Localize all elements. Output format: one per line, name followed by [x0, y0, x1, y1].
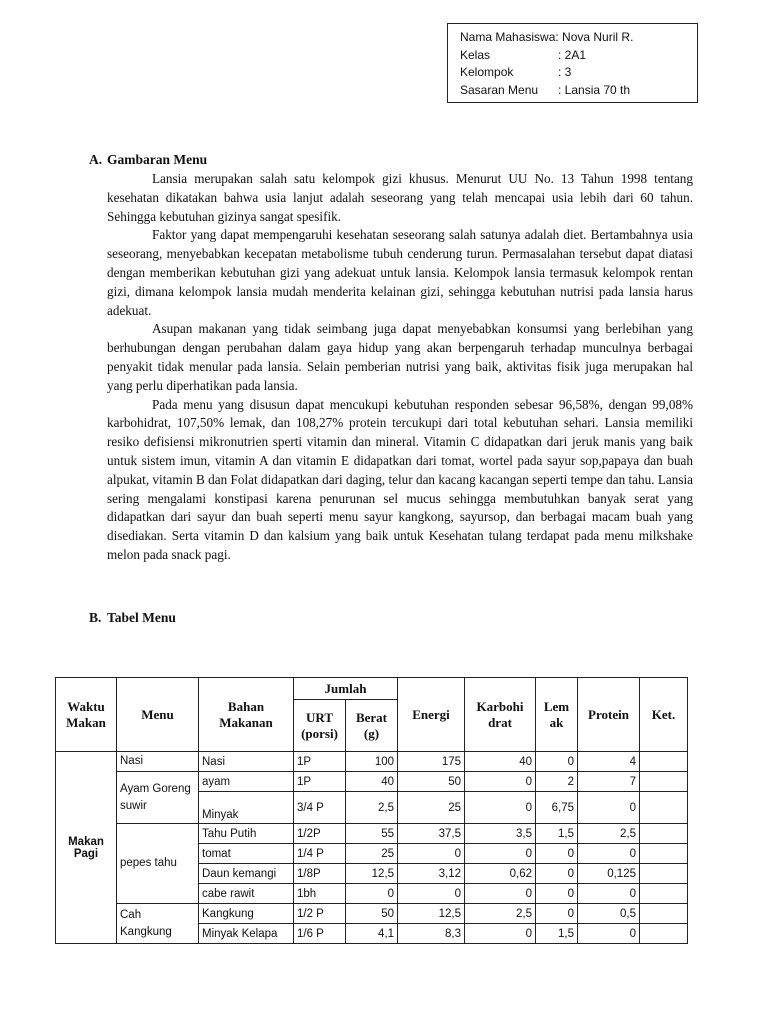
protein-cell: 0 — [578, 924, 640, 944]
header-protein: Protein — [578, 678, 640, 752]
header-menu: Menu — [117, 678, 199, 752]
ket-cell — [640, 824, 688, 844]
urt-cell: 3/4 P — [294, 792, 346, 824]
ket-cell — [640, 884, 688, 904]
urt-cell: 1P — [294, 772, 346, 792]
bahan-cell: Tahu Putih — [199, 824, 294, 844]
ket-cell — [640, 924, 688, 944]
lemak-cell: 1,5 — [536, 824, 578, 844]
paragraph-2: Faktor yang dapat mempengaruhi kesehatan seseorang salah satunya adalah diet. Bertambahnya usia seseorang, menyebabkan kecepatan metabolisme tubuh cenderung turun. Permasalahan tersebut dapat diatasi dengan memberikan kebutuhan gizi yang adekuat untuk lansia. Kelompok lansia termasuk kelompok rentan gizi, dimana kelompok lansia mudah menderita kelainan gizi, sehingga kebutuhan nutrisi pada lansia harus adekuat. — [107, 227, 693, 318]
protein-cell: 7 — [578, 772, 640, 792]
berat-cell: 25 — [346, 844, 398, 864]
energi-cell: 8,3 — [398, 924, 465, 944]
bahan-cell: Nasi — [199, 752, 294, 772]
bahan-cell: cabe rawit — [199, 884, 294, 904]
class-label: Kelas — [460, 47, 491, 62]
lemak-cell: 0 — [536, 844, 578, 864]
class-row — [460, 47, 697, 65]
berat-cell: 50 — [346, 904, 398, 924]
energi-cell: 175 — [398, 752, 465, 772]
lemak-cell: 0 — [536, 864, 578, 884]
protein-cell: 0,5 — [578, 904, 640, 924]
ket-cell — [640, 752, 688, 772]
menu-table — [55, 677, 688, 944]
header-jumlah: Jumlah — [294, 678, 398, 700]
karbo-cell: 0,62 — [465, 864, 536, 884]
student-info-box — [447, 23, 698, 103]
bahan-cell: tomat — [199, 844, 294, 864]
urt-cell: 1/6 P — [294, 924, 346, 944]
target-label: Sasaran Menu — [460, 82, 539, 97]
waktu-makan-cell: Makan Pagi — [56, 752, 117, 944]
section-b-title: Tabel Menu — [107, 610, 176, 625]
protein-cell: 4 — [578, 752, 640, 772]
ket-cell — [640, 792, 688, 824]
menu-cell: Ayam Goreng suwir — [117, 772, 199, 824]
lemak-cell: 0 — [536, 752, 578, 772]
section-b-number: B. — [89, 610, 102, 625]
urt-cell: 1/2P — [294, 824, 346, 844]
bahan-cell: Minyak — [199, 792, 294, 824]
protein-cell: 0 — [578, 844, 640, 864]
lemak-cell: 2 — [536, 772, 578, 792]
energi-cell: 12,5 — [398, 904, 465, 924]
table-row — [56, 824, 688, 844]
lemak-cell: 6,75 — [536, 792, 578, 824]
karbo-cell: 40 — [465, 752, 536, 772]
bahan-cell: Kangkung — [199, 904, 294, 924]
urt-cell: 1P — [294, 752, 346, 772]
protein-cell: 0 — [578, 884, 640, 904]
group-row — [460, 64, 697, 82]
section-a-title: Gambaran Menu — [107, 152, 208, 167]
lemak-cell: 1,5 — [536, 924, 578, 944]
berat-cell: 2,5 — [346, 792, 398, 824]
lemak-cell: 0 — [536, 904, 578, 924]
urt-cell: 1bh — [294, 884, 346, 904]
bahan-cell: Minyak Kelapa — [199, 924, 294, 944]
ket-cell — [640, 772, 688, 792]
energi-cell: 37,5 — [398, 824, 465, 844]
ket-cell — [640, 904, 688, 924]
header-energi: Energi — [398, 678, 465, 752]
urt-cell: 1/8P — [294, 864, 346, 884]
energi-cell: 25 — [398, 792, 465, 824]
karbo-cell: 2,5 — [465, 904, 536, 924]
energi-cell: 0 — [398, 884, 465, 904]
header-karbohidrat: Karbohi drat — [465, 678, 536, 752]
header-ket: Ket. — [640, 678, 688, 752]
berat-cell: 4,1 — [346, 924, 398, 944]
class-value: : 2A1 — [558, 47, 587, 62]
header-waktu-makan: Waktu Makan — [56, 678, 117, 752]
lemak-cell: 0 — [536, 884, 578, 904]
paragraph-1: Lansia merupakan salah satu kelompok gizi khusus. Menurut UU No. 13 Tahun 1998 tentang kesehatan dikatakan bahwa usia lanjut adalah seseorang yang telah mencapai usia lebih dari 60 tahun. Sehingga kebutuhan gizinya sangat spesifik. — [107, 171, 693, 224]
bahan-cell: ayam — [199, 772, 294, 792]
header-berat: Berat (g) — [346, 700, 398, 752]
berat-cell: 100 — [346, 752, 398, 772]
energi-cell: 0 — [398, 844, 465, 864]
protein-cell: 2,5 — [578, 824, 640, 844]
karbo-cell: 3,5 — [465, 824, 536, 844]
urt-cell: 1/2 P — [294, 904, 346, 924]
student-name-value: Nova Nuril R. — [562, 30, 634, 44]
target-row — [460, 82, 697, 100]
section-a-heading — [89, 152, 207, 168]
karbo-cell: 0 — [465, 884, 536, 904]
bahan-cell: Daun kemangi — [199, 864, 294, 884]
menu-cell: pepes tahu — [117, 824, 199, 904]
paragraph-3: Asupan makanan yang tidak seimbang juga dapat menyebabkan konsumsi yang berlebihan yang berhubungan dengan perubahan dalam gaya hidup yang akan berpengaruh terhadap munculnya berbagai penyakit tidak menular pada lansia. Selain pemberian nutrisi yang baik, aktivitas fisik juga merupakan hal yang perlu diperhatikan pada lansia. — [107, 321, 693, 393]
berat-cell: 0 — [346, 884, 398, 904]
karbo-cell: 0 — [465, 772, 536, 792]
section-a-body — [107, 170, 693, 565]
menu-cell: Cah Kangkung — [117, 904, 199, 944]
student-name-row — [460, 29, 697, 47]
karbo-cell: 0 — [465, 844, 536, 864]
paragraph-4: Pada menu yang disusun dapat mencukupi kebutuhan responden sebesar 96,58%, dengan 99,08% karbohidrat, 107,50% lemak, dan 108,27% protein tercukupi dari total kebutuhan sehari. Lansia memiliki resiko defisiensi mikronutrien sperti vitamin dan mineral. Vitamin C didapatkan dari jeruk manis yang baik untuk sistem imun, vitamin A dan vitamin E didapatkan dari tomat, wortel pada sayur sop,papaya dan buah alpukat, vitamin B dan Folat didapatkan dari daging, telur dan kacang kacangan seperti tempe dan tahu. Lansia sering mengalami konstipasi karena penurunan sel mucus sehingga membutuhkan banyak serat yang didapatkan dari sayur dan buah seperti menu sayur kangkong, sayursop, dan berbagai macam buah yang disediakan. Serta vitamin D dan kalsium yang baik untuk Kesehatan tulang terdapat pada menu milkshake melon pada snack pagi. — [107, 396, 693, 562]
berat-cell: 12,5 — [346, 864, 398, 884]
header-bahan-makanan: Bahan Makanan — [199, 678, 294, 752]
section-a-number: A. — [89, 152, 103, 167]
urt-cell: 1/4 P — [294, 844, 346, 864]
student-name-label: Nama Mahasiswa: — [460, 30, 559, 44]
ket-cell — [640, 844, 688, 864]
table-row — [56, 752, 688, 772]
header-lemak: Lem ak — [536, 678, 578, 752]
protein-cell: 0,125 — [578, 864, 640, 884]
karbo-cell: 0 — [465, 924, 536, 944]
table-row — [56, 772, 688, 792]
group-label: Kelompok — [460, 65, 514, 79]
berat-cell: 55 — [346, 824, 398, 844]
group-value: : 3 — [558, 65, 572, 79]
table-row — [56, 904, 688, 924]
ket-cell — [640, 864, 688, 884]
section-b-heading — [89, 610, 176, 626]
protein-cell: 0 — [578, 792, 640, 824]
berat-cell: 40 — [346, 772, 398, 792]
target-value: : Lansia 70 th — [558, 82, 631, 97]
menu-cell: Nasi — [117, 752, 199, 772]
energi-cell: 50 — [398, 772, 465, 792]
header-urt: URT (porsi) — [294, 700, 346, 752]
energi-cell: 3,12 — [398, 864, 465, 884]
karbo-cell: 0 — [465, 792, 536, 824]
